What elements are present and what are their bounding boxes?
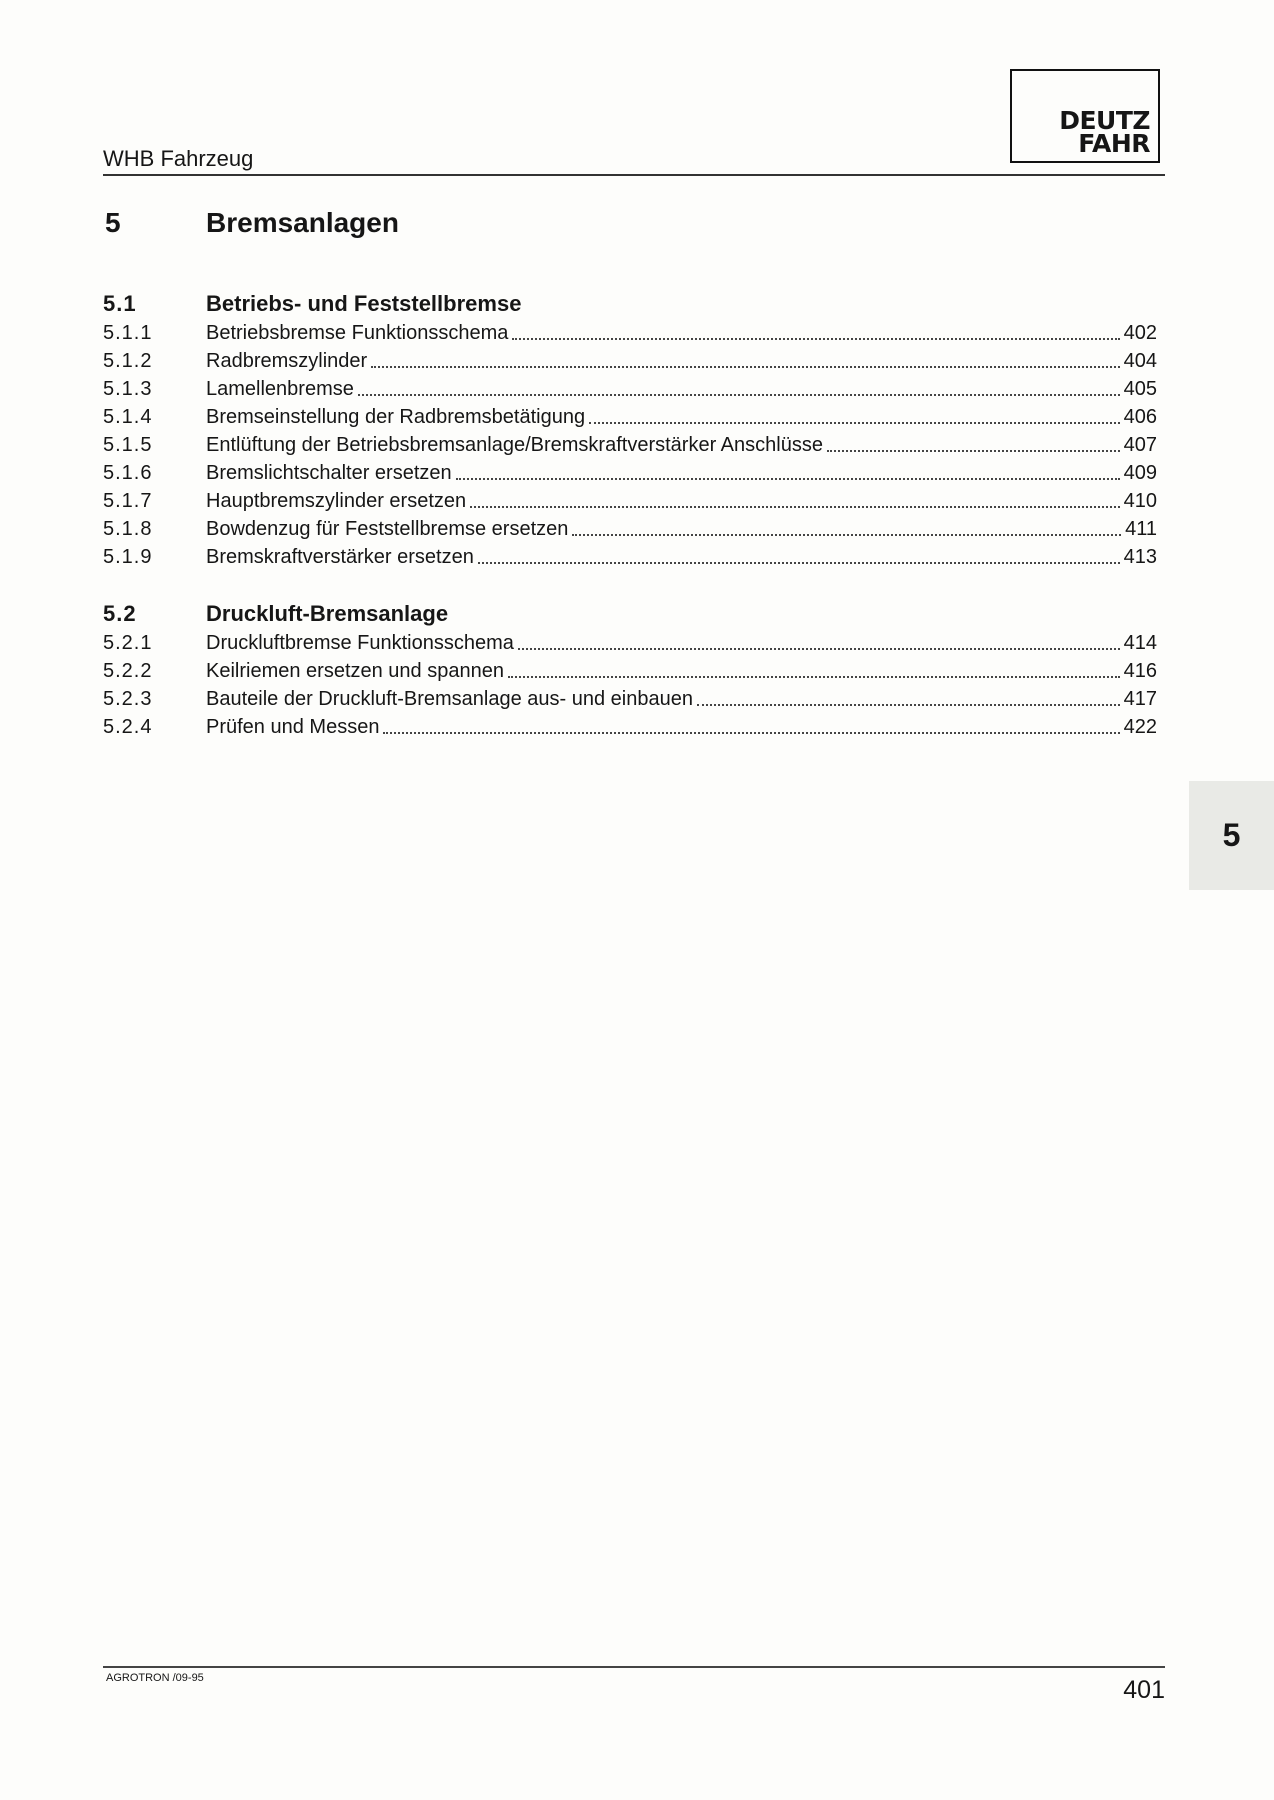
toc-entry[interactable] <box>103 655 1157 683</box>
section-heading <box>103 288 1157 317</box>
entry-number: 5.1.2 <box>103 350 153 372</box>
entry-page: 409 <box>1123 462 1157 484</box>
entry-page: 406 <box>1123 406 1157 428</box>
entry-page: 411 <box>1125 518 1157 540</box>
entry-number: 5.2.4 <box>103 716 153 738</box>
entry-number: 5.2.3 <box>103 688 153 710</box>
section-title: Druckluft-Bremsanlage <box>206 601 449 626</box>
entry-page: 404 <box>1123 350 1157 372</box>
toc-entry[interactable] <box>103 711 1157 739</box>
section-heading <box>103 598 1157 627</box>
toc-entry[interactable] <box>103 345 1157 373</box>
dot-leader <box>456 478 1120 480</box>
entry-label: Keilriemen ersetzen und spannen <box>206 660 504 682</box>
entry-label: Bremskraftverstärker ersetzen <box>206 546 474 568</box>
toc-entry[interactable] <box>103 457 1157 485</box>
entry-number: 5.1.7 <box>103 490 153 512</box>
chapter-number: 5 <box>105 207 121 238</box>
dot-leader <box>512 338 1119 340</box>
footer-text: AGROTRON /09-95 <box>106 1672 204 1684</box>
logo-line-2: FAHR <box>1078 129 1150 158</box>
entry-label: Betriebsbremse Funktionsschema <box>206 322 509 344</box>
entry-page: 414 <box>1123 632 1157 654</box>
dot-leader <box>572 534 1121 536</box>
entry-number: 5.1.5 <box>103 434 153 456</box>
toc-entry[interactable] <box>103 317 1157 345</box>
toc-entry[interactable] <box>103 373 1157 401</box>
toc-entry[interactable] <box>103 627 1157 655</box>
entry-label: Bauteile der Druckluft-Bremsanlage aus- und einbauen <box>206 688 693 710</box>
toc-entry[interactable] <box>103 541 1157 569</box>
entry-number: 5.1.9 <box>103 546 153 568</box>
entry-page: 402 <box>1123 322 1157 344</box>
entry-label: Radbremszylinder <box>206 350 368 372</box>
entry-page: 417 <box>1123 688 1157 710</box>
footer-divider <box>103 1666 1165 1668</box>
chapter-tab <box>1189 781 1274 890</box>
dot-leader <box>827 450 1120 452</box>
deutz-fahr-logo <box>1010 69 1160 163</box>
dot-leader <box>697 704 1120 706</box>
toc-section-5-2 <box>103 598 1157 739</box>
entry-number: 5.1.3 <box>103 378 153 400</box>
entry-number: 5.1.6 <box>103 462 153 484</box>
toc-entry[interactable] <box>103 429 1157 457</box>
dot-leader <box>383 732 1119 734</box>
entry-page: 405 <box>1123 378 1157 400</box>
entry-label: Prüfen und Messen <box>206 716 380 738</box>
dot-leader <box>518 648 1120 650</box>
chapter-tab-label: 5 <box>1222 817 1241 853</box>
entry-label: Bremslichtschalter ersetzen <box>206 462 452 484</box>
entry-label: Lamellenbremse <box>206 378 354 400</box>
section-number: 5.1 <box>103 291 137 316</box>
entry-page: 416 <box>1123 660 1157 682</box>
dot-leader <box>470 506 1120 508</box>
entry-label: Druckluftbremse Funktionsschema <box>206 632 514 654</box>
toc-entry[interactable] <box>103 513 1157 541</box>
entry-label: Bowdenzug für Feststellbremse ersetzen <box>206 518 569 540</box>
toc-entry[interactable] <box>103 683 1157 711</box>
entry-label: Entlüftung der Betriebsbremsanlage/Bremskraftverstärker Anschlüsse <box>206 434 823 456</box>
dot-leader <box>371 366 1119 368</box>
dot-leader <box>589 422 1120 424</box>
dot-leader <box>508 676 1120 678</box>
logo-line-1: DEUTZ <box>1059 106 1150 135</box>
entry-page: 407 <box>1123 434 1157 456</box>
section-number: 5.2 <box>103 601 137 626</box>
entry-number: 5.1.8 <box>103 518 153 540</box>
entry-number: 5.1.1 <box>103 322 153 344</box>
entry-page: 410 <box>1123 490 1157 512</box>
section-title: Betriebs- und Feststellbremse <box>206 291 522 316</box>
entry-label: Bremseinstellung der Radbremsbetätigung <box>206 406 586 428</box>
toc-section-5-1 <box>103 288 1157 569</box>
entry-label: Hauptbremszylinder ersetzen <box>206 490 467 512</box>
dot-leader <box>478 562 1120 564</box>
entry-page: 413 <box>1123 546 1157 568</box>
toc-entry[interactable] <box>103 401 1157 429</box>
entry-page: 422 <box>1123 716 1157 738</box>
running-header: WHB Fahrzeug <box>103 146 254 171</box>
toc-entry[interactable] <box>103 485 1157 513</box>
entry-number: 5.2.2 <box>103 660 153 682</box>
chapter-title: Bremsanlagen <box>206 207 399 238</box>
entry-number: 5.2.1 <box>103 632 153 654</box>
header-divider <box>103 174 1165 176</box>
dot-leader <box>358 394 1120 396</box>
entry-number: 5.1.4 <box>103 406 153 428</box>
page-number: 401 <box>1123 1676 1165 1704</box>
